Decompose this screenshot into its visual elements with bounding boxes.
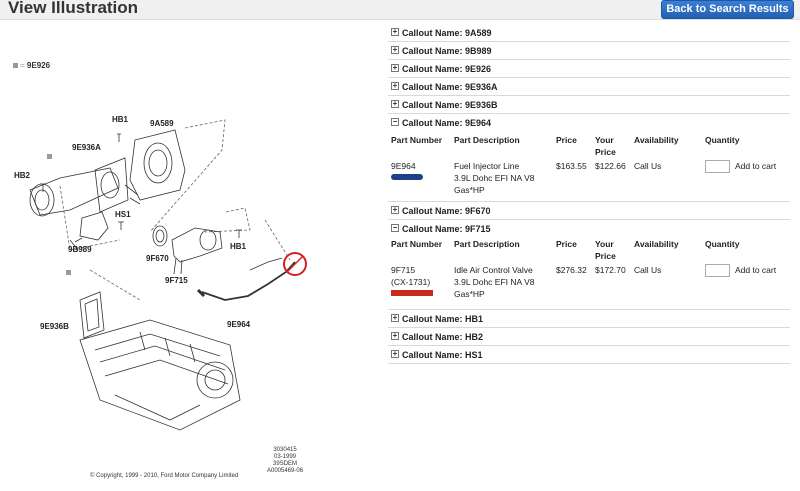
copyright-text: © Copyright, 1999 - 2010, Ford Motor Company Limited xyxy=(90,473,239,479)
callout-9a589[interactable]: 9A589 xyxy=(150,119,174,128)
col-availability: Availability xyxy=(634,239,679,249)
collapse-icon[interactable]: − xyxy=(392,223,398,232)
part-description-1: Fuel Injector Line xyxy=(454,161,520,171)
callout-row-9f715[interactable]: − Callout Name: 9F715 xyxy=(392,223,491,234)
part-price: $163.55 xyxy=(556,161,587,171)
header-bar xyxy=(0,0,800,20)
callout-9e964[interactable]: 9E964 xyxy=(227,320,251,329)
part-your-price: $122.66 xyxy=(595,161,626,171)
col-price: Price xyxy=(556,135,577,145)
callout-9e936b[interactable]: 9E936B xyxy=(40,322,69,331)
part-alt-number: (CX-1731) xyxy=(391,277,431,287)
back-to-search-button[interactable]: Back to Search Results xyxy=(661,0,794,19)
expand-icon[interactable]: + xyxy=(392,81,398,90)
callout-row-9a589[interactable]: + Callout Name: 9A589 xyxy=(388,24,790,42)
part-description-3: Gas*HP xyxy=(454,289,485,299)
parts-illustration xyxy=(0,24,380,491)
callout-row-9e926[interactable]: + Callout Name: 9E926 xyxy=(388,60,790,78)
part-availability: Call Us xyxy=(634,265,662,275)
part-availability: Call Us xyxy=(634,161,662,171)
expand-icon[interactable]: + xyxy=(392,63,398,72)
part-description-2: 3.9L Dohc EFI NA V8 xyxy=(454,173,535,183)
callout-list xyxy=(388,24,790,364)
callout-row-9e936a[interactable]: + Callout Name: 9E936A xyxy=(388,78,790,96)
col-part-number: Part Number xyxy=(391,135,443,145)
expand-icon[interactable]: + xyxy=(392,27,398,36)
callout-row-9e936b[interactable]: + Callout Name: 9E936B xyxy=(388,96,790,114)
parts-table-9f715 xyxy=(388,238,790,310)
part-description-3: Gas*HP xyxy=(454,185,485,195)
callout-9f670[interactable]: 9F670 xyxy=(146,254,169,263)
col-price: Price xyxy=(556,239,577,249)
part-description-1: Idle Air Control Valve xyxy=(454,265,533,275)
callout-9e936a[interactable]: 9E936A xyxy=(72,143,101,152)
expand-icon[interactable]: + xyxy=(392,45,398,54)
add-to-cart-button[interactable]: Add to cart xyxy=(735,265,777,275)
part-number[interactable]: 9E964 xyxy=(391,161,416,171)
collapse-icon[interactable]: − xyxy=(392,117,398,126)
expand-icon[interactable]: + xyxy=(392,349,398,358)
callout-row-9e964[interactable]: − Callout Name: 9E964 xyxy=(392,117,492,128)
parts-table-9e964 xyxy=(388,132,790,202)
page-title: View Illustration xyxy=(8,0,139,17)
expand-icon[interactable]: + xyxy=(392,313,398,322)
callout-hb1-mid[interactable]: HB1 xyxy=(230,242,247,251)
quantity-input[interactable] xyxy=(705,264,730,277)
legend-square-icon xyxy=(13,63,18,68)
expand-icon[interactable]: + xyxy=(392,99,398,108)
exploded-diagram xyxy=(0,24,380,491)
callout-row-hb1[interactable]: + Callout Name: HB1 xyxy=(388,310,790,328)
callout-row-hb2[interactable]: + Callout Name: HB2 xyxy=(388,328,790,346)
callout-row-9b989[interactable]: + Callout Name: 9B989 xyxy=(388,42,790,60)
col-quantity: Quantity xyxy=(705,135,740,145)
col-availability: Availability xyxy=(634,135,679,145)
col-part-description: Part Description xyxy=(454,239,520,249)
illustration-codes: 3030415 03-1999 39SDEM A0005469-06 xyxy=(267,447,304,474)
col-part-number: Part Number xyxy=(391,239,443,249)
part-your-price: $172.70 xyxy=(595,265,626,275)
expand-icon[interactable]: + xyxy=(392,331,398,340)
col-your: Your xyxy=(595,239,614,249)
col-your-price: Price xyxy=(595,147,616,157)
add-to-cart-button[interactable]: Add to cart xyxy=(735,161,777,171)
motorcraft-logo-icon xyxy=(391,290,433,296)
col-part-description: Part Description xyxy=(454,135,520,145)
col-your: Your xyxy=(595,135,614,145)
callout-9b989[interactable]: 9B989 xyxy=(68,245,92,254)
callout-hs1[interactable]: HS1 xyxy=(115,210,131,219)
part-number[interactable]: 9F715 xyxy=(391,265,416,275)
col-quantity: Quantity xyxy=(705,239,740,249)
part-price: $276.32 xyxy=(556,265,587,275)
ford-logo-icon xyxy=(391,174,423,180)
callout-hb2[interactable]: HB2 xyxy=(14,171,31,180)
callout-hb1-top[interactable]: HB1 xyxy=(112,115,129,124)
legend: = 9E926 xyxy=(13,61,50,70)
quantity-input[interactable] xyxy=(705,160,730,173)
callout-row-hs1[interactable]: + Callout Name: HS1 xyxy=(388,346,790,364)
col-your-price: Price xyxy=(595,251,616,261)
part-description-2: 3.9L Dohc EFI NA V8 xyxy=(454,277,535,287)
callout-9f715[interactable]: 9F715 xyxy=(165,276,188,285)
callout-row-9f670[interactable]: + Callout Name: 9F670 xyxy=(388,202,790,220)
expand-icon[interactable]: + xyxy=(392,205,398,214)
